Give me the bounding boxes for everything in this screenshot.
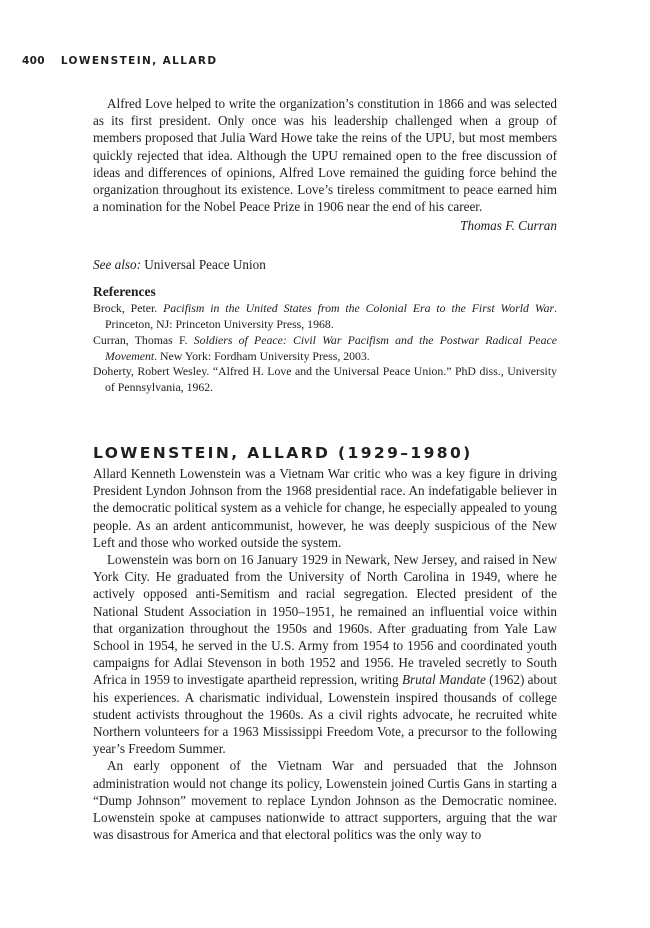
book-title: Brutal Mandate: [401, 672, 486, 688]
paragraph-text: (1962) about his experiences. A charismatic individual, Lowenstein inspired thousands of college student activists throughout the 1960s. As a civil rights advocate, he recruited white Northern volunteers for a 1963 Mississippi Freedom Vote, a precursor to the following year’s Freedom Summer.: [93, 672, 557, 757]
entry-paragraph-3: An early opponent of the Vietnam War and persuaded that the Johnson administration would not change its policy, Lowenstein joined Curtis Gans in starting a “Dump Johnson” movement to replace Lyndon Johnson as the Democratic nominee. Lowenstein spoke at campuses nationwide to attract supporters, arguing that the war was disastrous for America and that electoral politics was the only way to: [93, 758, 557, 843]
see-also-link: Universal Peace Union: [144, 257, 266, 273]
previous-entry-paragraph: Alfred Love helped to write the organization’s constitution in 1866 and was selected as its first president. Only once was his leadership challenged when a group of members proposed that Julia Ward Howe take the reins of the UPU, but most members quickly rejected that idea. Although the UPU remained open to the free discussion of ideas and differences of opinions, Alfred Love remained the guiding force behind the organization throughout its existence. Love’s tireless commitment to peace earned him a nomination for the Nobel Peace Prize in 1906 near the end of his career.: [93, 96, 557, 215]
see-also-label: See also:: [93, 257, 141, 273]
reference-item: [93, 301, 557, 332]
entry-paragraph-1: Allard Kenneth Lowenstein was a Vietnam War critic who was a key figure in driving President Lyndon Johnson from the 1968 presidential race. An indefatigable believer in the democratic political system as a vehicle for change, he especially appealed to young people. As an ardent anticommunist, however, he was deeply suspicious of the New Left and those who worked outside the system.: [93, 466, 557, 550]
running-head: [22, 55, 217, 67]
page-number: 400: [22, 55, 45, 67]
reference-title: Pacifism in the United States from the Colonial Era to the First World War: [163, 301, 555, 316]
reference-publication: . Princeton, NJ: Princeton University Press, 1968.: [105, 301, 558, 332]
reference-text: Doherty, Robert Wesley. “Alfred H. Love and the Universal Peace Union.” PhD diss., University of Pennsylvania, 1962.: [93, 364, 557, 394]
author-signature: Thomas F. Curran: [460, 218, 557, 234]
references-heading: References: [93, 284, 156, 300]
entry-title: LOWENSTEIN, ALLARD (1929–1980): [93, 444, 473, 462]
reference-author: Curran, Thomas F.: [93, 332, 188, 347]
reference-author: Brock, Peter.: [93, 301, 158, 316]
entry-paragraph-2: [93, 551, 557, 757]
reference-item: [93, 333, 557, 364]
paragraph-text: Lowenstein was born on 16 January 1929 in Newark, New Jersey, and raised in New York City. He graduated from the University of North Carolina in 1949, where he actively opposed anti-Semitism and racial segregation. Elected president of the National Student Association in 1950–1951, he remained an influential voice within that organization throughout the 1950s and 1960s. After graduating from Yale Law School in 1954, he served in the U.S. Army from 1954 to 1956 and coordinated youth campaigns for Adlai Stevenson in both 1952 and 1956. He traveled secretly to South Africa in 1959 to investigate apartheid repression, writing: [93, 552, 557, 688]
reference-publication: . New York: Fordham University Press, 2003.: [154, 348, 370, 363]
see-also: [93, 256, 557, 273]
running-title: LOWENSTEIN, ALLARD: [60, 55, 218, 67]
reference-item: [93, 364, 557, 395]
previous-entry: [93, 95, 557, 396]
reference-title: Soldiers of Peace: Civil War Pacifism and the Postwar Radical Peace Movement: [105, 332, 558, 363]
encyclopedia-entry: [93, 442, 557, 843]
